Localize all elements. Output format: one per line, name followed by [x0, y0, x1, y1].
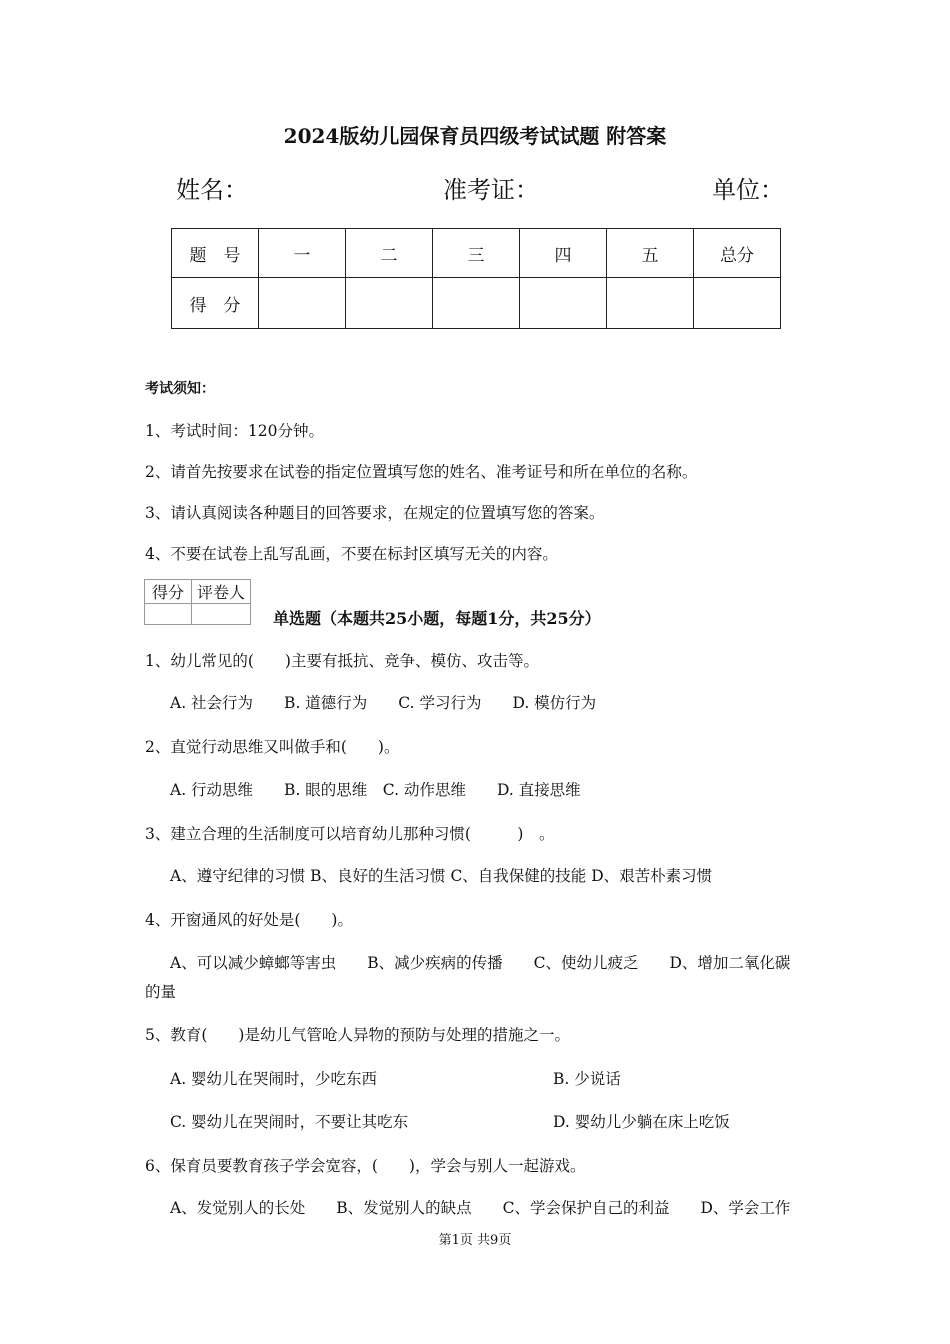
question-5-option-b: B. 少说话	[553, 1070, 621, 1088]
question-3: 3、建立合理的生活制度可以培育幼儿那种习惯( ) 。	[145, 825, 555, 843]
question-4-options-continued: 的量	[145, 983, 177, 1001]
question-1: 1、幼儿常见的( )主要有抵抗、竞争、模仿、攻击等。	[145, 652, 539, 670]
score-cell[interactable]	[259, 278, 346, 329]
notice-item: 1、考试时间：120分钟。	[145, 422, 324, 440]
name-field-label: 姓名：	[176, 176, 248, 204]
grader-name-label: 评卷人	[192, 580, 251, 604]
score-cell[interactable]	[520, 278, 607, 329]
score-cell[interactable]	[346, 278, 433, 329]
question-4-options: A、可以减少蟑螂等害虫 B、减少疾病的传播 C、使幼儿疲乏 D、增加二氧化碳	[170, 954, 791, 972]
score-header-cell: 二	[346, 229, 433, 278]
question-5-option-a: A. 婴幼儿在哭闹时，少吃东西	[170, 1070, 378, 1088]
notice-item: 3、请认真阅读各种题目的回答要求，在规定的位置填写您的答案。	[145, 504, 605, 522]
grader-name-cell[interactable]	[192, 604, 251, 625]
score-header-cell: 总分	[694, 229, 781, 278]
question-4: 4、开窗通风的好处是( )。	[145, 911, 353, 929]
score-cell[interactable]	[694, 278, 781, 329]
question-2-options: A. 行动思维 B. 眼的思维 C. 动作思维 D. 直接思维	[170, 781, 581, 799]
grader-score-cell[interactable]	[145, 604, 192, 625]
score-cell[interactable]	[433, 278, 520, 329]
score-header-cell: 题 号	[172, 229, 259, 278]
question-1-options: A. 社会行为 B. 道德行为 C. 学习行为 D. 模仿行为	[170, 694, 597, 712]
question-3-options: A、遵守纪律的习惯 B、良好的生活习惯 C、自我保健的技能 D、艰苦朴素习惯	[170, 867, 713, 885]
grader-score-label: 得分	[145, 580, 192, 604]
notice-item: 2、请首先按要求在试卷的指定位置填写您的姓名、准考证号和所在单位的名称。	[145, 463, 698, 481]
score-header-cell: 四	[520, 229, 607, 278]
unit-field-label: 单位：	[712, 176, 784, 204]
grader-table	[144, 579, 251, 625]
exam-id-field-label: 准考证：	[443, 176, 539, 204]
page-footer: 第1页 共9页	[438, 1233, 512, 1248]
question-5-option-c: C. 婴幼儿在哭闹时，不要让其吃东	[170, 1113, 409, 1131]
notice-item: 4、不要在试卷上乱写乱画，不要在标封区填写无关的内容。	[145, 545, 558, 563]
question-6: 6、保育员要教育孩子学会宽容，( )，学会与别人一起游戏。	[145, 1157, 586, 1175]
score-header-cell: 一	[259, 229, 346, 278]
score-table	[171, 228, 781, 329]
score-cell[interactable]	[607, 278, 694, 329]
question-6-options: A、发觉别人的长处 B、发觉别人的缺点 C、学会保护自己的利益 D、学会工作	[170, 1199, 791, 1217]
notice-heading: 考试须知：	[145, 381, 215, 397]
question-5-option-d: D. 婴幼儿少躺在床上吃饭	[553, 1113, 730, 1131]
question-2: 2、直觉行动思维又叫做手和( )。	[145, 738, 400, 756]
question-5: 5、教育( )是幼儿气管呛人异物的预防与处理的措施之一。	[145, 1026, 570, 1044]
score-header-cell: 三	[433, 229, 520, 278]
section-title: 单选题（本题共25小题，每题1分，共25分）	[273, 609, 601, 628]
score-row-label: 得 分	[172, 278, 259, 329]
page-title: 2024版幼儿园保育员四级考试试题 附答案	[283, 124, 667, 148]
score-header-cell: 五	[607, 229, 694, 278]
